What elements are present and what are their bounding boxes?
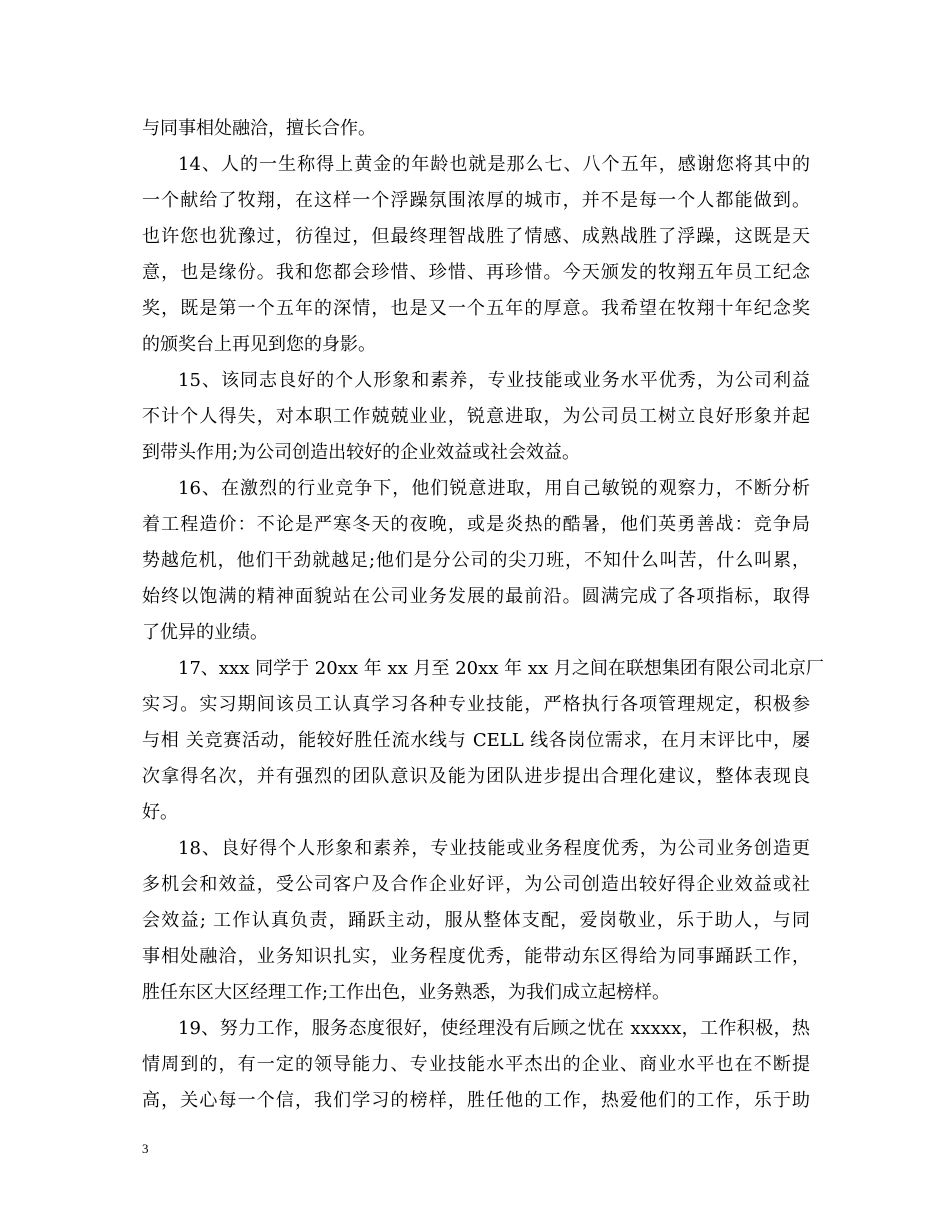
text-line: 事相处融洽，业务知识扎实，业务程度优秀，能带动东区得给为同事踊跃工作， — [142, 946, 810, 967]
paragraph-16-start: 16、在激烈的行业竞争下，他们锐意进取，用自己敏锐的观察力，不断分析 — [178, 478, 810, 499]
text-line: 也许您也犹豫过，彷徨过，但最终理智战胜了情感、成熟战胜了浮躁，这既是天 — [142, 226, 810, 247]
paragraph-15-start: 15、该同志良好的个人形象和素养，专业技能或业务水平优秀，为公司利益 — [178, 370, 810, 391]
text-line: 的颁奖台上再见到您的身影。 — [142, 334, 376, 355]
text-line: 多机会和效益，受公司客户及合作企业好评，为公司创造出较好得企业效益或社 — [142, 874, 810, 895]
text-line: 会效益; 工作认真负责，踊跃主动，服从整体支配，爱岗敬业，乐于助人，与同 — [142, 910, 810, 931]
text-line: 实习。实习期间该员工认真学习各种专业技能，严格执行各项管理规定，积极参 — [142, 694, 810, 715]
text-line: 着工程造价：不论是严寒冬天的夜晚，或是炎热的酷暑，他们英勇善战：竞争局 — [142, 514, 810, 535]
text-line: 高，关心每一个信，我们学习的榜样，胜任他的工作，热爱他们的工作，乐于助 — [142, 1090, 810, 1111]
text-line: 好。 — [142, 802, 178, 823]
text-line: 奖，既是第一个五年的深情，也是又一个五年的厚意。我希望在牧翔十年纪念奖 — [142, 298, 810, 319]
text-line: 一个献给了牧翔，在这样一个浮躁氛围浓厚的城市，并不是每一个人都能做到。 — [142, 190, 810, 211]
text-line: 与同事相处融洽，擅长合作。 — [142, 118, 376, 139]
text-line: 不计个人得失，对本职工作兢兢业业，锐意进取，为公司员工树立良好形象并起 — [142, 406, 810, 427]
paragraph-19-start: 19、努力工作，服务态度很好，使经理没有后顾之忧在 xxxxx，工作积极，热 — [178, 1018, 810, 1039]
paragraph-14-start: 14、人的一生称得上黄金的年龄也就是那么七、八个五年，感谢您将其中的 — [178, 154, 810, 175]
text-line: 与相 关竞赛活动，能较好胜任流水线与 CELL 线各岗位需求，在月末评比中，屡 — [142, 730, 810, 751]
text-line: 意，也是缘份。我和您都会珍惜、珍惜、再珍惜。今天颁发的牧翔五年员工纪念 — [142, 262, 810, 283]
text-line: 势越危机，他们干劲就越足;他们是分公司的尖刀班，不知什么叫苦，什么叫累， — [142, 550, 810, 571]
text-line: 了优异的业绩。 — [142, 622, 268, 643]
paragraph-17-start: 17、xxx 同学于 20xx 年 xx 月至 20xx 年 xx 月之间在联想集团有限公司北京厂 — [178, 658, 824, 679]
text-line: 胜任东区大区经理工作;工作出色，业务熟悉，为我们成立起榜样。 — [142, 982, 671, 1003]
text-line: 情周到的，有一定的领导能力、专业技能水平杰出的企业、商业水平也在不断提 — [142, 1054, 810, 1075]
text-line: 次拿得名次，并有强烈的团队意识及能为团队进步提出合理化建议，整体表现良 — [142, 766, 810, 787]
text-line: 到带头作用;为公司创造出较好的企业效益或社会效益。 — [142, 442, 581, 463]
paragraph-18-start: 18、良好得个人形象和素养，专业技能或业务程度优秀，为公司业务创造更 — [178, 838, 810, 859]
page-number: 3 — [142, 1141, 149, 1156]
text-line: 始终以饱满的精神面貌站在公司业务发展的最前沿。圆满完成了各项指标，取得 — [142, 586, 810, 607]
